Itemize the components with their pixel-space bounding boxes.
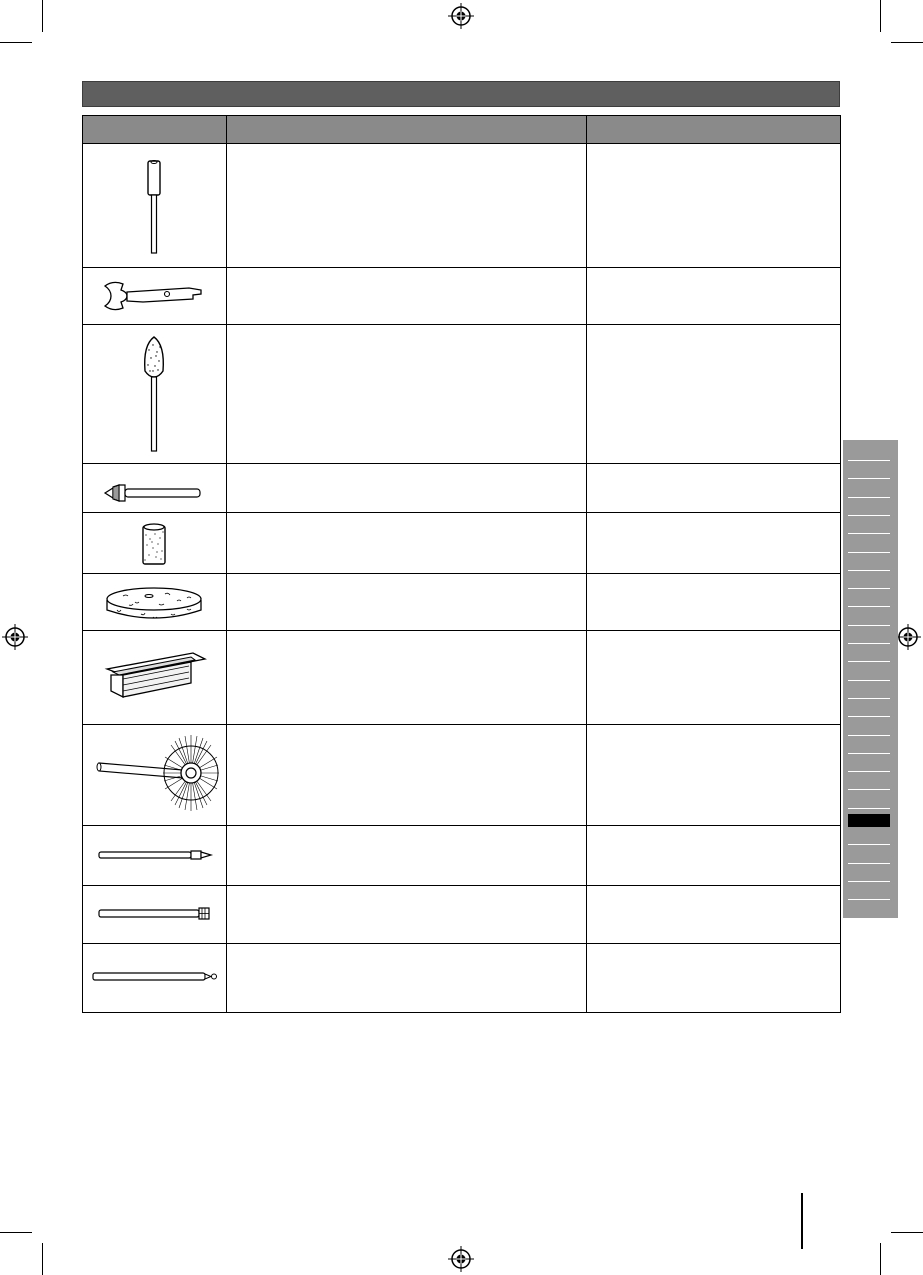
- side-tab: [848, 851, 890, 864]
- side-tab: [848, 723, 890, 736]
- cutter-bit-icon: [83, 886, 226, 943]
- table-row: [83, 464, 226, 512]
- side-tab: [848, 869, 890, 882]
- registration-mark-icon: [2, 624, 28, 650]
- accessories-table: [82, 115, 841, 1013]
- side-tab: [848, 741, 890, 754]
- column-divider: [586, 116, 587, 1012]
- crop-mark: [880, 1243, 881, 1275]
- side-tab: [848, 521, 890, 534]
- crop-mark: [42, 1243, 43, 1275]
- grinding-stone-icon: [83, 325, 226, 463]
- side-tab: [848, 887, 890, 900]
- table-row: [83, 325, 226, 463]
- table-row: [83, 268, 226, 324]
- crop-mark: [891, 42, 923, 43]
- table-row: [83, 574, 226, 630]
- crop-mark: [0, 42, 32, 43]
- crop-mark: [880, 0, 881, 32]
- side-tab: [848, 558, 890, 571]
- side-tab: [848, 594, 890, 607]
- ball-bit-icon: [83, 944, 226, 1012]
- side-tab: [848, 796, 890, 809]
- side-tab: [848, 759, 890, 772]
- crop-mark: [0, 1232, 32, 1233]
- column-divider: [226, 116, 227, 1012]
- table-row: [83, 826, 226, 885]
- storage-case-icon: [83, 631, 226, 724]
- side-tab: [848, 832, 890, 845]
- table-row: [83, 886, 226, 943]
- table-row: [83, 944, 226, 1012]
- table-row: [83, 513, 226, 573]
- engraving-bit-icon: [83, 826, 226, 885]
- crop-mark: [42, 0, 43, 32]
- felt-polishing-wheel-icon: [83, 574, 226, 630]
- side-tab: [848, 503, 890, 516]
- table-header: [83, 116, 840, 144]
- wrench-icon: [83, 268, 226, 324]
- section-title-band: [82, 81, 840, 107]
- sanding-drum-icon: [83, 144, 226, 267]
- mandrel-icon: [83, 464, 226, 512]
- table-row: [83, 631, 226, 724]
- table-row: [83, 725, 226, 825]
- side-tab: [848, 576, 890, 589]
- side-tab: [848, 485, 890, 498]
- side-tab: [848, 668, 890, 681]
- side-tab: [848, 448, 890, 461]
- registration-mark-icon: [448, 1246, 474, 1272]
- side-tab: [848, 649, 890, 662]
- side-tab: [848, 466, 890, 479]
- page-number-rule: [801, 1193, 803, 1249]
- wire-brush-icon: [83, 725, 226, 825]
- side-tab: [848, 777, 890, 790]
- side-tab: [848, 540, 890, 553]
- side-tab-active: [848, 814, 890, 827]
- table-row: [83, 144, 226, 267]
- side-tab: [848, 613, 890, 626]
- crop-mark: [891, 1232, 923, 1233]
- registration-mark-icon: [895, 624, 921, 650]
- side-tab: [848, 631, 890, 644]
- side-tab: [848, 686, 890, 699]
- language-tabs: [843, 440, 898, 918]
- side-tab: [848, 704, 890, 717]
- sanding-band-icon: [83, 513, 226, 573]
- registration-mark-icon: [448, 3, 474, 29]
